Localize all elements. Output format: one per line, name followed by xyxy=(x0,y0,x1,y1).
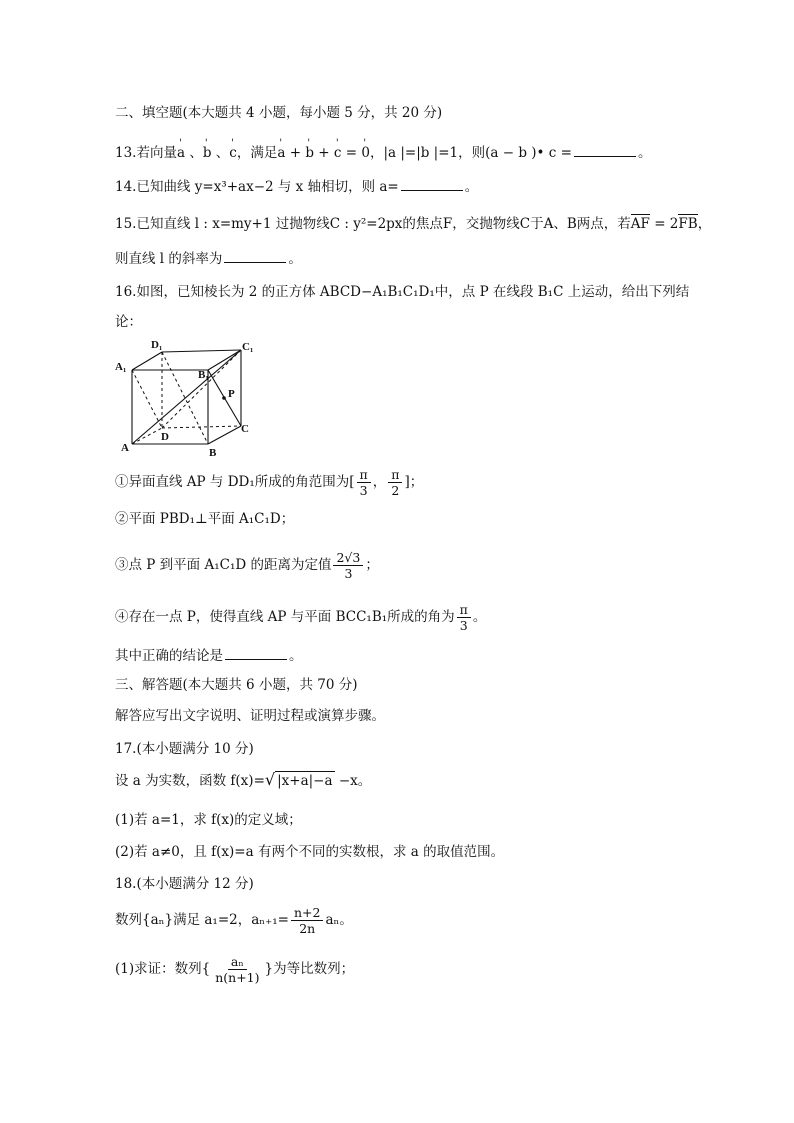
question-17-title: 17.(本小题满分 10 分) xyxy=(115,741,254,757)
answer-blank-16[interactable] xyxy=(225,646,287,660)
label-d1: D₁ xyxy=(151,339,163,351)
question-13: 13.若向量' a 、' b 、' c，满足' a + ' b + ' c = ' 0，|a |=|b |=1，则(a − b )• c = 。 xyxy=(115,143,651,162)
q14-text: 14.已知曲线 y=x³+ax−2 与 x 轴相切，则 a= xyxy=(115,179,399,195)
section-3-heading: 三、解答题(本大题共 6 小题，共 70 分) xyxy=(115,677,358,693)
question-15-line2: 则直线 l 的斜率为 。 xyxy=(115,251,302,267)
cube-figure xyxy=(115,338,265,460)
answer-blank-14[interactable] xyxy=(401,177,463,191)
section-3-instruction: 解答应写出文字说明、证明过程或演算步骤。 xyxy=(115,708,385,724)
section-2-heading: 二、填空题(本大题共 4 小题，每小题 5 分，共 20 分) xyxy=(115,105,443,121)
vector-af: AF xyxy=(630,216,650,232)
question-18-title: 18.(本小题满分 12 分) xyxy=(115,876,254,892)
question-18-stem: 数列{aₙ}满足 a₁=2，aₙ₊₁= $\frac{n+2}{2n}$ aₙ。 xyxy=(115,905,353,936)
point-p xyxy=(222,396,226,400)
question-17-stem: 设 a 为实数，函数 f(x)=√ |x+a|−a −x。 xyxy=(115,770,372,789)
label-p: P xyxy=(228,388,235,400)
answer-blank-15[interactable] xyxy=(224,249,286,263)
q13-text-c: ，|a |=|b |=1，则(a − b )• c = xyxy=(369,145,572,161)
label-c: C xyxy=(241,423,249,435)
label-a1: A₁ xyxy=(115,361,127,373)
q13-text-b: ，满足 xyxy=(236,145,278,161)
conclusion-4: ④存在一点 P，使得直线 AP 与平面 BCC₁B₁所成的角为 $\frac{\pi}{3}$ 。 xyxy=(115,602,487,633)
question-15-line1: 15.已知直线 l : x=my+1 过抛物线C : y²=2px的焦点F，交抛物线C于A、B两点，若AF = 2FB， xyxy=(115,216,712,232)
label-c1: C₁ xyxy=(242,341,254,353)
question-17-part1: (1)若 a=1，求 f(x)的定义域； xyxy=(115,812,302,828)
label-b: B xyxy=(209,447,217,459)
question-16-line2: 论： xyxy=(115,314,142,330)
question-18-part1: (1)求证：数列{ $\frac{\text{aₙ}}{n(n+1)}$ }为等比数列； xyxy=(115,954,355,985)
conclusion-3: ③点 P 到平面 A₁C₁D 的距离为定值 $\frac{2√3}{3}$ ； xyxy=(115,550,379,581)
q13-text-a: 13.若向量 xyxy=(115,145,177,161)
vector-fb: FB xyxy=(678,216,698,232)
answer-blank-13[interactable] xyxy=(574,143,636,157)
label-b1: B₁ xyxy=(198,369,209,381)
label-d: D xyxy=(161,431,169,443)
conclusion-prompt: 其中正确的结论是 。 xyxy=(115,648,303,664)
conclusion-1: ①异面直线 AP 与 DD₁所成的角范围为[ $\frac{\pi}{3}$ ， $\frac{\pi}{2}$ ]； xyxy=(115,467,424,498)
conclusion-2: ②平面 PBD₁⊥平面 A₁C₁D； xyxy=(115,511,295,527)
label-a: A xyxy=(121,442,129,454)
question-17-part2: (2)若 a≠0，且 f(x)=a 有两个不同的实数根，求 a 的取值范围。 xyxy=(115,844,505,860)
question-14: 14.已知曲线 y=x³+ax−2 与 x 轴相切，则 a= 。 xyxy=(115,179,479,195)
question-16-line1: 16.如图，已知棱长为 2 的正方体 ABCD−A₁B₁C₁D₁中，点 P 在线段 B₁C 上运动，给出下列结 xyxy=(115,284,690,300)
